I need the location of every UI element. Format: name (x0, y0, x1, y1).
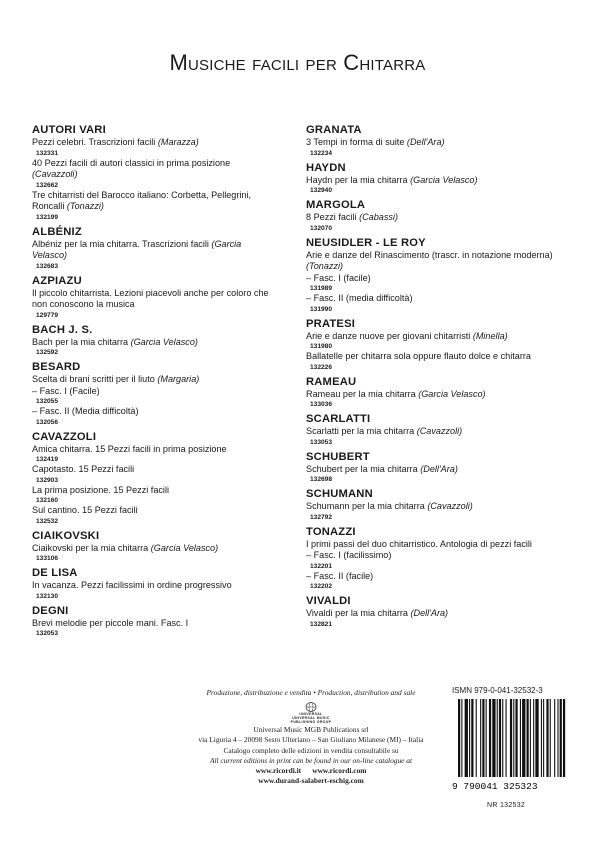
work-title: I primi passi del duo chitarristico. Antologia di pezzi facili (306, 538, 532, 549)
catalog-number: 133106 (36, 555, 59, 562)
work-title: Scelta di brani scritti per il liuto (32, 374, 158, 384)
work-title: In vacanza. Pezzi facilissimi in ordine progressivo (32, 580, 232, 590)
work-entry (32, 485, 277, 497)
work-arranger: (Cavazzoli) (427, 501, 473, 511)
work-entry (32, 374, 277, 386)
nr-code: NR 132532 (487, 802, 526, 809)
catalog-number: 132070 (310, 224, 333, 232)
barcode-bar (563, 699, 565, 777)
work-entry (306, 550, 568, 562)
work-arranger: (Cavazzoli) (32, 169, 78, 179)
barcode-bar (533, 699, 534, 777)
barcode-digits: 9 790041 325323 (452, 781, 538, 791)
work-title: Vivaldi per la mia chitarra (306, 608, 411, 618)
composer-heading: CIAIKOVSKI (32, 529, 100, 542)
work-entry (306, 331, 568, 343)
page-title (0, 50, 595, 76)
work-title: 8 Pezzi facili (306, 212, 360, 222)
work-entry (32, 618, 277, 630)
catalog-number: 132160 (36, 497, 59, 504)
publisher-address: via Liguria 4 – 20098 Sesto Ulteriano – San Giuliano Milanese (MI) – Italia (198, 735, 424, 745)
work-arranger: (Dell'Ara) (406, 137, 445, 147)
work-arranger: (Cavazzoli) (416, 426, 463, 436)
production-line: Produzione, distribuzione e vendita • Production, distribution and sale (206, 688, 416, 697)
barcode-bar (476, 699, 477, 777)
barcode-bar (543, 699, 544, 777)
catalog-right-column (306, 124, 568, 629)
work-entry (306, 389, 568, 401)
catalog-number: 132226 (310, 363, 333, 371)
catalog-number: 132419 (36, 456, 59, 463)
work-entry (32, 386, 277, 398)
catalog-number: 132056 (36, 418, 59, 426)
composer-heading: NEUSIDLER - LE ROY (306, 236, 426, 249)
work-arranger: (Tonazzi) (66, 201, 104, 211)
universal-logo (281, 701, 341, 723)
composer-heading: BACH J. S. (32, 323, 93, 336)
catalog-left-column (32, 124, 277, 638)
catalog-number: 132940 (310, 187, 333, 194)
work-entry (306, 137, 568, 149)
barcode-bar (513, 699, 514, 777)
work-entry (306, 608, 568, 620)
barcode-bar (535, 699, 538, 777)
catalog-number: 132053 (36, 630, 59, 637)
work-arranger: (Garcia Velasco) (32, 238, 242, 260)
work-arranger: (Marazza) (157, 137, 199, 147)
work-title: Rameau per la mia chitarra (306, 388, 419, 399)
work-entry (32, 444, 277, 456)
composer-heading: GRANATA (306, 124, 362, 136)
barcode-bar (480, 699, 481, 777)
composer-heading: BESARD (32, 361, 81, 373)
ismn-label: ISMN 979-0-041-32532-3 (452, 686, 543, 695)
logo-subtitle-2: PUBLISHING GROUP (290, 720, 332, 725)
work-title: – Fasc. I (Facile) (32, 385, 100, 396)
work-title: Haydn per la mia chitarra (306, 174, 411, 185)
work-title: Scarlatti per la mia chitarra (306, 426, 417, 436)
composer-heading: DEGNI (32, 604, 69, 617)
composer-heading: DE LISA (32, 567, 78, 579)
work-entry (32, 337, 277, 349)
work-arranger: (Dell'Ara) (420, 463, 458, 474)
work-title: Albéniz per la mia chitarra. Trascrizioni facili (32, 238, 212, 249)
catalog-number: 132662 (36, 181, 59, 189)
work-title: Il piccolo chitarrista. Lezioni piacevoli anche per coloro che non conoscono la musica (32, 287, 269, 309)
work-title: Sul cantino. 15 Pezzi facili (32, 505, 138, 515)
barcode-bar (520, 699, 521, 777)
composer-heading: RAMEAU (306, 375, 357, 388)
composer-heading: SCARLATTI (306, 413, 371, 425)
catalog-number: 132698 (310, 476, 333, 483)
barcode-bar (489, 699, 491, 777)
work-arranger: (Margaria) (157, 374, 200, 384)
barcode-bar (557, 699, 558, 777)
work-entry (306, 501, 568, 513)
publisher-name: Universal Music MGB Publications srl (253, 725, 369, 735)
work-entry (306, 212, 568, 224)
work-entry (306, 426, 568, 438)
barcode-bar (497, 699, 498, 777)
catalog-number: 129779 (36, 311, 59, 319)
website-durand-link[interactable]: www.durand-salabert-eschig.com (258, 776, 364, 786)
work-entry (306, 351, 568, 363)
work-entry (306, 293, 568, 305)
page-title-text: Musiche facili per Chitarra (169, 50, 426, 75)
work-title: Pezzi celebri. Trascrizioni facili (32, 137, 158, 147)
barcode-bar (471, 699, 473, 777)
barcode-bar (530, 699, 531, 777)
work-entry (306, 250, 568, 273)
catalog-number: 132199 (36, 213, 59, 221)
work-entry (32, 406, 277, 418)
barcode-bar (458, 699, 460, 777)
work-title: – Fasc. II (media difficoltà) (306, 293, 413, 303)
work-title: La prima posizione. 15 Pezzi facili (32, 484, 169, 495)
catalog-number: 131980 (310, 343, 333, 350)
barcode-bar (515, 699, 517, 777)
catalog-number: 131989 (310, 285, 333, 292)
composer-heading: TONAZZI (306, 525, 356, 538)
work-entry (306, 539, 568, 551)
work-entry (306, 464, 568, 476)
barcode-bar (541, 699, 542, 777)
work-entry (32, 158, 277, 181)
work-title: Ballatelle per chitarra sola oppure flauto dolce e chitarra (306, 351, 531, 361)
barcode-bar (546, 699, 548, 777)
barcode-bar (465, 699, 468, 777)
work-arranger: (Garcia Velasco) (150, 542, 219, 553)
globe-icon (296, 701, 326, 712)
work-title: – Fasc. I (facilissimo) (306, 550, 392, 560)
work-arranger: (Garcia Velasco) (410, 174, 478, 185)
composer-heading: MARGOLA (306, 199, 366, 211)
catalog-number: 133036 (310, 401, 333, 408)
barcode-bar (502, 699, 503, 777)
work-title: Bach per la mia chitarra (32, 336, 131, 347)
barcode-bar (486, 699, 487, 777)
catalog-number: 132234 (310, 149, 333, 157)
work-title: Schubert per la mia chitarra (306, 463, 421, 474)
work-entry (32, 137, 277, 149)
barcode-image (452, 699, 567, 791)
catalogue-en: All current editions in print can be found in our on-line catalogue at (209, 755, 413, 765)
work-title: Ciaikovski per la mia chitarra (32, 542, 151, 553)
composer-heading: VIVALDI (306, 595, 351, 607)
work-title: 3 Tempi in forma di suite (306, 137, 407, 147)
work-arranger: (Garcia Velasco) (418, 388, 486, 399)
catalog-number: 132331 (36, 149, 59, 157)
work-title: 40 Pezzi facili di autori classici in prima posizione (32, 157, 231, 168)
work-entry (306, 273, 568, 285)
work-arranger: (Minella) (472, 330, 508, 341)
barcode-bar (550, 699, 551, 777)
work-arranger: (Cabassi) (359, 212, 398, 222)
work-title: Amica chitarra. 15 Pezzi facili in prima posizione (32, 443, 227, 454)
work-arranger: (Garcia Velasco) (130, 336, 198, 347)
work-entry (32, 580, 277, 592)
barcode-bar (527, 699, 529, 777)
work-entry (32, 239, 277, 262)
work-entry (32, 190, 277, 213)
work-title: Arie e danze del Rinascimento (trascr. in notazione moderna) (306, 249, 553, 260)
composer-heading: AUTORI VARI (32, 124, 106, 136)
work-entry (32, 543, 277, 555)
catalog-number: 132792 (310, 513, 333, 521)
catalog-number: 132532 (36, 517, 59, 525)
catalog-number: 132903 (36, 476, 59, 484)
work-entry (306, 175, 568, 187)
barcode-bar (499, 699, 501, 777)
composer-heading: HAYDN (306, 161, 346, 174)
work-title: Brevi melodie per piccole mani. Fasc. I (32, 617, 189, 628)
barcode-bar (510, 699, 512, 777)
catalog-number: 132683 (36, 262, 59, 270)
catalog-number: 132202 (310, 583, 333, 590)
barcode-area (452, 686, 567, 809)
barcode-bar (461, 699, 462, 777)
barcode-bar (554, 699, 555, 777)
work-entry (32, 288, 277, 311)
work-title: Schumann per la mia chitarra (306, 501, 428, 511)
work-entry (32, 464, 277, 476)
work-title: Tre chitarristi del Barocco italiano: Corbetta, Pellegrini, Roncalli (32, 189, 252, 211)
catalog-number: 131990 (310, 305, 333, 313)
work-title: – Fasc. I (facile) (306, 272, 371, 283)
composer-heading: ALBÉNIZ (32, 225, 82, 238)
barcode-bar (469, 699, 470, 777)
barcode-bar (492, 699, 495, 777)
composer-heading: SCHUBERT (306, 450, 370, 463)
work-arranger: (Tonazzi) (306, 261, 344, 271)
work-title: Capotasto. 15 Pezzi facili (32, 464, 135, 474)
logo-wordmark: UNIVERSAL (299, 712, 323, 717)
composer-heading: CAVAZZOLI (32, 430, 97, 443)
catalogue-it: Catalogo completo delle edizioni in vendita consultabile su (223, 745, 399, 755)
barcode-bar (522, 699, 525, 777)
catalog-number: 132592 (36, 349, 59, 356)
catalog-number: 132055 (36, 398, 59, 405)
work-title: Arie e danze nuove per giovani chitarristi (306, 330, 473, 341)
logo-subtitle-1: UNIVERSAL MUSIC (292, 716, 330, 721)
work-title: – Fasc. II (Media difficoltà) (32, 406, 139, 416)
catalog-number: 132130 (36, 592, 59, 600)
work-title: – Fasc. II (facile) (306, 570, 374, 581)
barcode-bar (506, 699, 507, 777)
catalog-number: 132201 (310, 562, 333, 570)
work-arranger: (Dell'Ara) (410, 608, 449, 618)
work-entry (306, 571, 568, 583)
composer-heading: PRATESI (306, 317, 356, 330)
websites-link[interactable]: www.ricordi.it www.ricordi.com (255, 766, 367, 776)
barcode-bar (482, 699, 484, 777)
catalog-number: 133053 (310, 438, 333, 446)
publisher-footer (176, 688, 446, 786)
composer-heading: SCHUMANN (306, 488, 373, 500)
composer-heading: AZPIAZU (32, 274, 82, 287)
work-entry (32, 505, 277, 517)
catalog-number: 132821 (310, 620, 333, 628)
barcode-bar (560, 699, 562, 777)
